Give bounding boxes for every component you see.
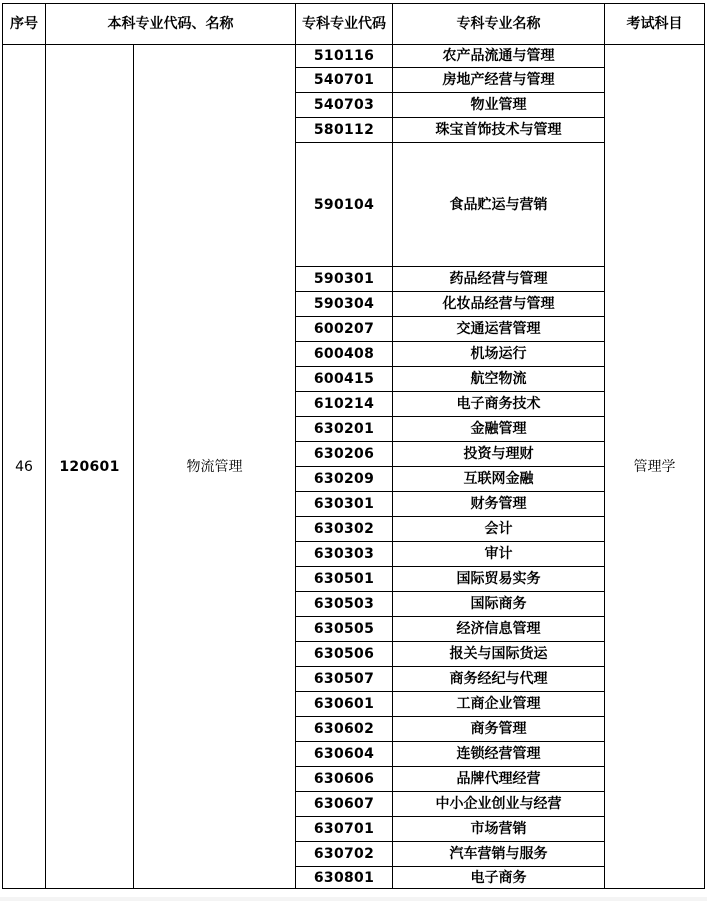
junior-code-cell: 630301 bbox=[296, 492, 393, 517]
junior-code-cell: 630602 bbox=[296, 717, 393, 742]
junior-code-cell: 540701 bbox=[296, 68, 393, 93]
junior-code-cell: 600408 bbox=[296, 342, 393, 367]
junior-code-cell: 630606 bbox=[296, 767, 393, 792]
junior-name-cell: 物业管理 bbox=[393, 93, 605, 118]
header-junior-code: 专科专业代码 bbox=[296, 4, 393, 45]
exam-subject-cell: 管理学 bbox=[605, 45, 705, 889]
junior-name-cell: 审计 bbox=[393, 542, 605, 567]
junior-code-cell: 630607 bbox=[296, 792, 393, 817]
table-row bbox=[3, 45, 705, 68]
junior-name-cell: 国际商务 bbox=[393, 592, 605, 617]
junior-code-cell: 630702 bbox=[296, 842, 393, 867]
junior-name-cell: 财务管理 bbox=[393, 492, 605, 517]
junior-code-cell: 630601 bbox=[296, 692, 393, 717]
junior-name-cell: 工商企业管理 bbox=[393, 692, 605, 717]
junior-code-cell: 590104 bbox=[296, 143, 393, 267]
header-junior-name: 专科专业名称 bbox=[393, 4, 605, 45]
junior-name-cell: 航空物流 bbox=[393, 367, 605, 392]
junior-name-cell: 化妆品经营与管理 bbox=[393, 292, 605, 317]
junior-code-cell: 600207 bbox=[296, 317, 393, 342]
junior-code-cell: 630302 bbox=[296, 517, 393, 542]
table-header-row bbox=[3, 4, 705, 45]
junior-code-cell: 630506 bbox=[296, 642, 393, 667]
junior-code-cell: 630505 bbox=[296, 617, 393, 642]
junior-name-cell: 会计 bbox=[393, 517, 605, 542]
junior-name-cell: 中小企业创业与经营 bbox=[393, 792, 605, 817]
junior-code-cell: 630507 bbox=[296, 667, 393, 692]
header-exam-subject: 考试科目 bbox=[605, 4, 705, 45]
junior-name-cell: 食品贮运与营销 bbox=[393, 143, 605, 267]
junior-name-cell: 互联网金融 bbox=[393, 467, 605, 492]
undergrad-name-cell: 物流管理 bbox=[134, 45, 296, 889]
junior-code-cell: 590304 bbox=[296, 292, 393, 317]
header-seq: 序号 bbox=[3, 4, 46, 45]
junior-code-cell: 540703 bbox=[296, 93, 393, 118]
junior-name-cell: 经济信息管理 bbox=[393, 617, 605, 642]
junior-code-cell: 630206 bbox=[296, 442, 393, 467]
junior-name-cell: 商务经纪与代理 bbox=[393, 667, 605, 692]
junior-code-cell: 630303 bbox=[296, 542, 393, 567]
junior-name-cell: 金融管理 bbox=[393, 417, 605, 442]
junior-name-cell: 品牌代理经营 bbox=[393, 767, 605, 792]
junior-name-cell: 市场营销 bbox=[393, 817, 605, 842]
junior-code-cell: 630801 bbox=[296, 867, 393, 889]
major-table bbox=[2, 3, 705, 889]
junior-code-cell: 510116 bbox=[296, 45, 393, 68]
junior-name-cell: 国际贸易实务 bbox=[393, 567, 605, 592]
junior-code-cell: 600415 bbox=[296, 367, 393, 392]
junior-name-cell: 农产品流通与管理 bbox=[393, 45, 605, 68]
junior-name-cell: 商务管理 bbox=[393, 717, 605, 742]
junior-name-cell: 电子商务 bbox=[393, 867, 605, 889]
junior-name-cell: 珠宝首饰技术与管理 bbox=[393, 118, 605, 143]
junior-name-cell: 连锁经营管理 bbox=[393, 742, 605, 767]
junior-code-cell: 630701 bbox=[296, 817, 393, 842]
junior-name-cell: 汽车营销与服务 bbox=[393, 842, 605, 867]
junior-name-cell: 房地产经营与管理 bbox=[393, 68, 605, 93]
junior-code-cell: 580112 bbox=[296, 118, 393, 143]
junior-name-cell: 投资与理财 bbox=[393, 442, 605, 467]
page-bottom-edge bbox=[0, 897, 707, 901]
junior-name-cell: 交通运营管理 bbox=[393, 317, 605, 342]
junior-code-cell: 630604 bbox=[296, 742, 393, 767]
junior-code-cell: 590301 bbox=[296, 267, 393, 292]
junior-name-cell: 机场运行 bbox=[393, 342, 605, 367]
junior-code-cell: 630501 bbox=[296, 567, 393, 592]
header-undergrad-major: 本科专业代码、名称 bbox=[46, 4, 296, 45]
junior-code-cell: 630201 bbox=[296, 417, 393, 442]
junior-name-cell: 电子商务技术 bbox=[393, 392, 605, 417]
junior-code-cell: 630209 bbox=[296, 467, 393, 492]
junior-code-cell: 610214 bbox=[296, 392, 393, 417]
seq-cell: 46 bbox=[3, 45, 46, 889]
junior-code-cell: 630503 bbox=[296, 592, 393, 617]
junior-name-cell: 药品经营与管理 bbox=[393, 267, 605, 292]
undergrad-code-cell: 120601 bbox=[46, 45, 134, 889]
junior-name-cell: 报关与国际货运 bbox=[393, 642, 605, 667]
